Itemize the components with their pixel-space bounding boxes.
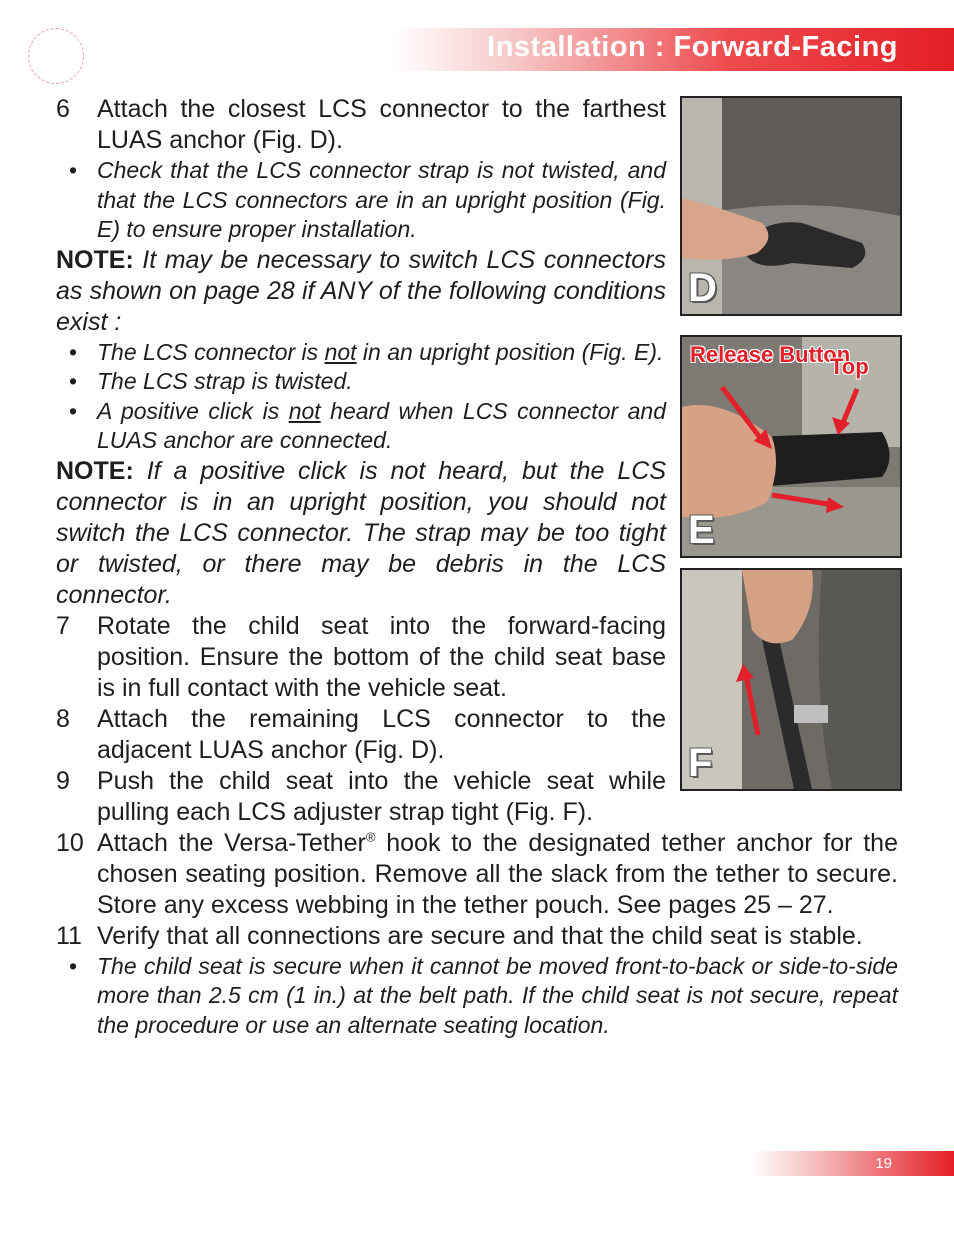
section-title: Installation : Forward-Facing — [487, 31, 898, 63]
figure-e-letter: E — [688, 508, 715, 552]
bullet-dot: • — [69, 368, 78, 394]
figure-f-photo — [680, 568, 902, 791]
top-label: Top — [830, 354, 869, 379]
bullet-text: A positive click is not heard when LCS connector and LUAS anchor are connected. — [97, 397, 666, 453]
step-text: Verify that all connections are secure and that the child seat is stable. — [97, 921, 863, 950]
release-button-label: Release Button — [690, 342, 851, 367]
note-2 — [56, 456, 666, 611]
note-label: NOTE: — [56, 245, 134, 274]
step-11-bullet — [56, 952, 898, 1041]
step-7 — [56, 611, 666, 704]
bullet-dot: • — [69, 952, 78, 979]
figure-e-photo — [680, 335, 902, 558]
step-10 — [56, 828, 898, 921]
narrow-column — [56, 94, 666, 828]
step-9 — [56, 766, 666, 828]
step-text: Push the child seat into the vehicle seat while pulling each LCS adjuster strap tight (Fig. F). — [97, 766, 666, 826]
bullet-dot: • — [69, 397, 78, 424]
step-text: Rotate the child seat into the forward-facing position. Ensure the bottom of the child seat base is in full contact with the vehicle seat. — [97, 611, 666, 702]
step-number: 11 — [56, 921, 82, 950]
step-8 — [56, 704, 666, 766]
note-1-bullet-2 — [56, 367, 666, 397]
page-footer — [752, 1151, 954, 1176]
figure-d-letter: D — [688, 266, 717, 310]
bullet-dot: • — [69, 338, 78, 365]
note-label: NOTE: — [56, 456, 134, 485]
note-1-bullet-3 — [56, 397, 666, 456]
step-text: Attach the remaining LCS connector to the adjacent LUAS anchor (Fig. D). — [97, 704, 666, 764]
note-1-bullet-1 — [56, 338, 666, 368]
step-number: 6 — [56, 95, 70, 123]
bullet-dot: • — [69, 157, 78, 183]
note-1 — [56, 245, 666, 338]
figure-f-illustration — [682, 570, 900, 789]
note-text: It may be necessary to switch LCS connectors as shown on page 28 if ANY of the following conditions exist : — [56, 245, 666, 336]
corner-mark — [28, 28, 84, 84]
note-text: If a positive click is not heard, but the LCS connector is in an upright position, you should not switch the LCS connector. The strap may be too tight or twisted, or there may be debris in the LCS connector. — [56, 456, 666, 609]
step-number: 8 — [56, 704, 70, 733]
figure-f-letter: F — [688, 741, 713, 785]
section-header — [392, 28, 954, 71]
step-text: Attach the closest LCS connector to the farthest LUAS anchor (Fig. D). — [97, 95, 666, 154]
step-6-bullet — [56, 156, 666, 245]
step-11 — [56, 921, 898, 952]
bullet-text: The LCS strap is twisted. — [97, 368, 353, 394]
step-number: 7 — [56, 611, 70, 640]
bullet-text: The child seat is secure when it cannot be moved front-to-back or side-to-side more than 2.5 cm (1 in.) at the belt path. If the child seat is not secure, repeat the procedure or use an alternate seating location. — [97, 952, 898, 1038]
bullet-text: The LCS connector is not in an upright position (Fig. E). — [97, 338, 664, 365]
bullet-text: Check that the LCS connector strap is not twisted, and that the LCS connectors are in an upright position (Fig. E) to ensure proper installation. — [97, 157, 666, 242]
step-6 — [56, 94, 666, 156]
step-number: 9 — [56, 766, 70, 795]
step-text: Attach the Versa-Tether® hook to the designated tether anchor for the chosen seating position. Remove all the slack from the tether to secure. Store any excess webbing in the tether pouch. See pages 25 – 27. — [97, 828, 898, 919]
step-number: 10 — [56, 828, 84, 857]
figure-d-photo — [680, 96, 902, 316]
page-number: 19 — [875, 1155, 892, 1172]
